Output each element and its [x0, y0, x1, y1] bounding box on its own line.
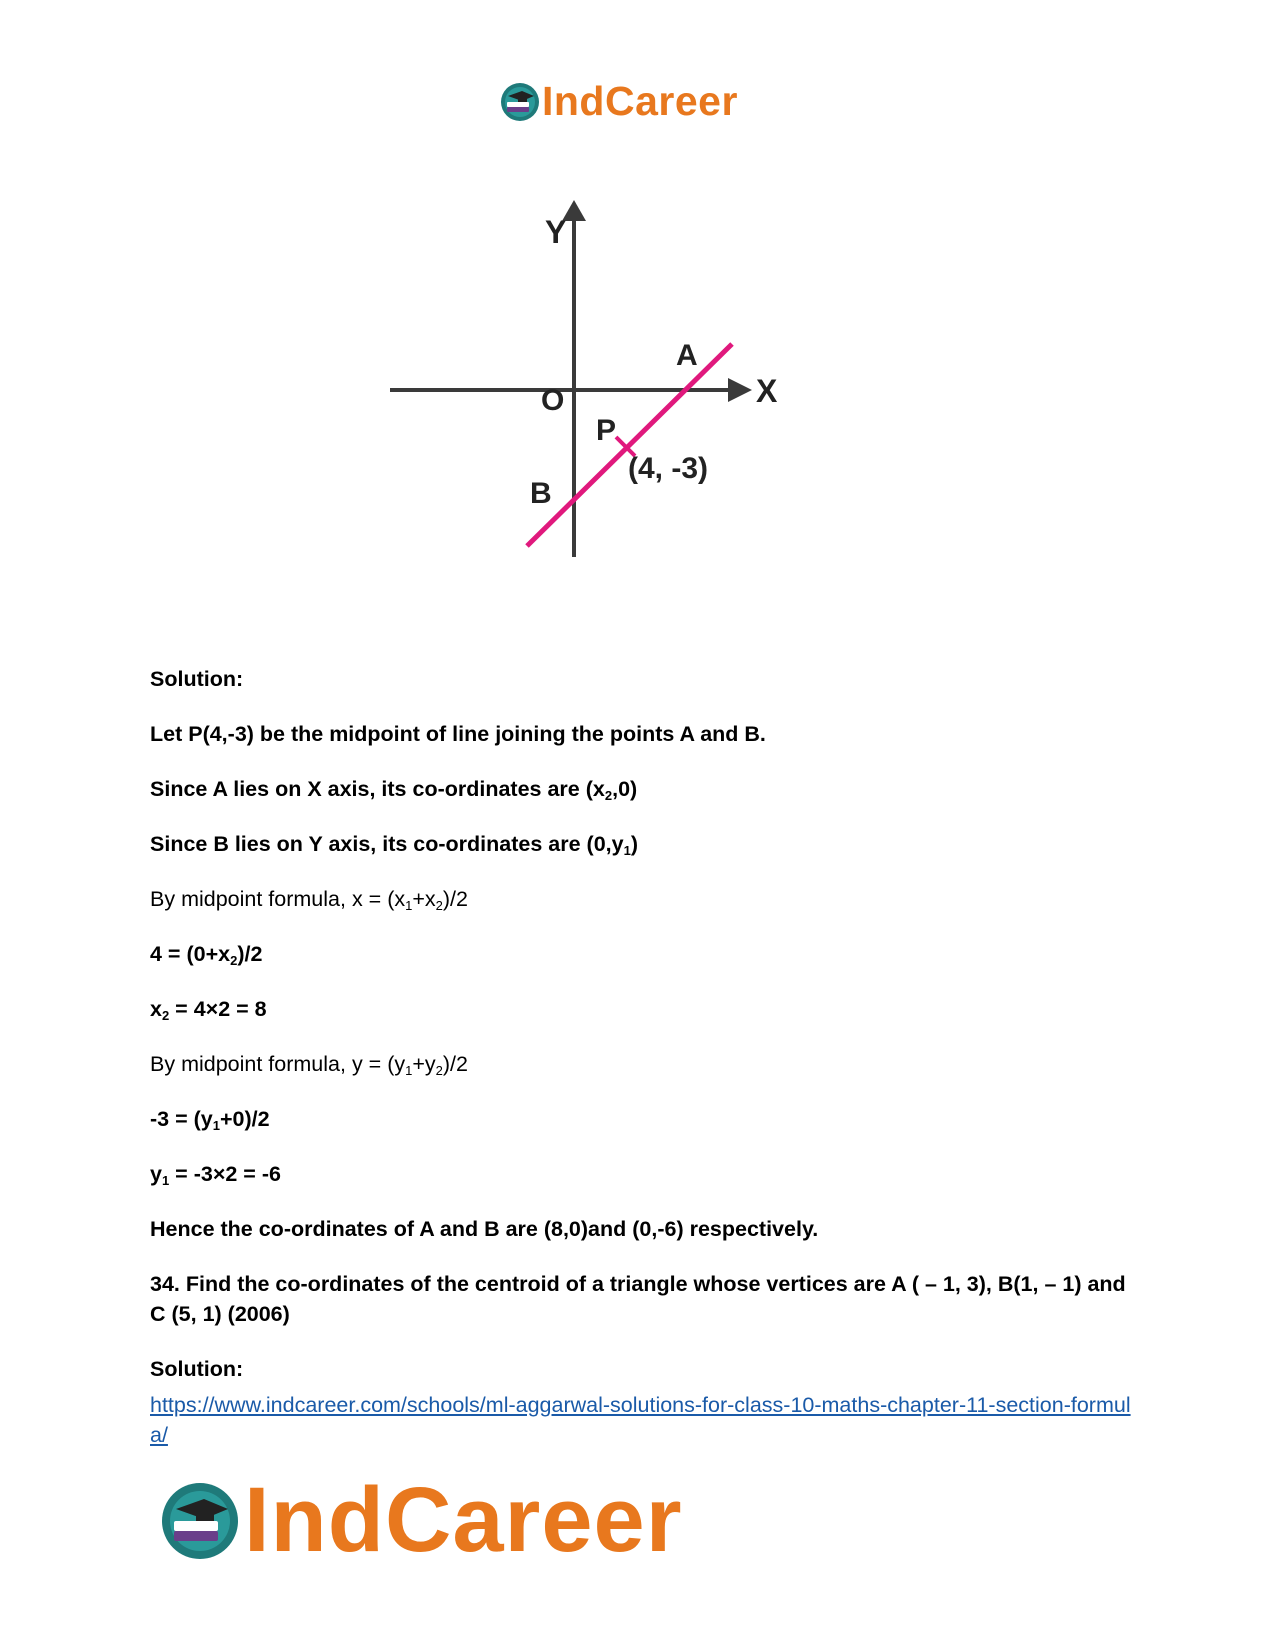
solution-line-6: $x_2 = 4\times 2 = 8$ — [150, 997, 267, 1023]
solution-line-2: Since A lies on X axis, its co-ordinates are $(x_2,0)$ — [150, 777, 638, 803]
solution-line-5: $4 = (0+x_2)/2$ — [150, 942, 263, 968]
point-p-label: P — [596, 414, 617, 447]
solution-line-4: By midpoint formula, $x = (x_1+x_2)/2$ — [150, 887, 468, 913]
logo-emblem-icon — [160, 1481, 240, 1561]
line-ab — [527, 344, 732, 546]
logo-emblem-icon — [500, 82, 540, 122]
y-axis-label: Y — [545, 214, 567, 250]
point-b-label: B — [530, 477, 552, 510]
solution-line-1: Let P(4,-3) be the midpoint of line joining the points A and B. — [150, 722, 766, 746]
solution-line-9: $y_1 = -3\times 2 = -6$ — [150, 1162, 281, 1188]
solution-heading: Solution: — [150, 667, 244, 691]
solution-conclusion: Hence the co-ordinates of A and B are (8,0)and (0,-6) respectively. — [150, 1217, 819, 1241]
solution-heading-2: Solution: — [150, 1357, 244, 1381]
point-p-coords: (4, -3) — [628, 452, 709, 485]
coordinate-figure — [390, 195, 810, 595]
point-a-label: A — [676, 339, 698, 372]
brand-name: IndCareer — [542, 78, 738, 124]
x-axis-label: X — [756, 373, 778, 409]
x-axis-arrow — [728, 378, 752, 402]
solution-link-paragraph — [150, 1390, 1140, 1450]
footer-logo — [160, 1468, 683, 1573]
brand-name-footer: IndCareer — [244, 1469, 683, 1571]
solution-line-7: By midpoint formula, $y = (y_1+y_2)/2$ — [150, 1052, 468, 1078]
solution-link[interactable]: https://www.indcareer.com/schools/ml-aggarwal-solutions-for-class-10-maths-chapter-11-section-formula/ — [150, 1393, 1131, 1447]
solution-content — [150, 664, 1140, 1475]
origin-label: O — [541, 384, 565, 417]
question-34: 34. Find the co-ordinates of the centroid of a triangle whose vertices are A ( – 1, 3), B(1, – 1) and C (5, 1) (2006) — [150, 1272, 1126, 1326]
solution-line-8: $-3 = (y_1+0)/2$ — [150, 1107, 270, 1133]
solution-line-3: Since B lies on Y axis, its co-ordinates are $(0,y_1)$ — [150, 832, 639, 858]
header-logo — [500, 78, 738, 125]
